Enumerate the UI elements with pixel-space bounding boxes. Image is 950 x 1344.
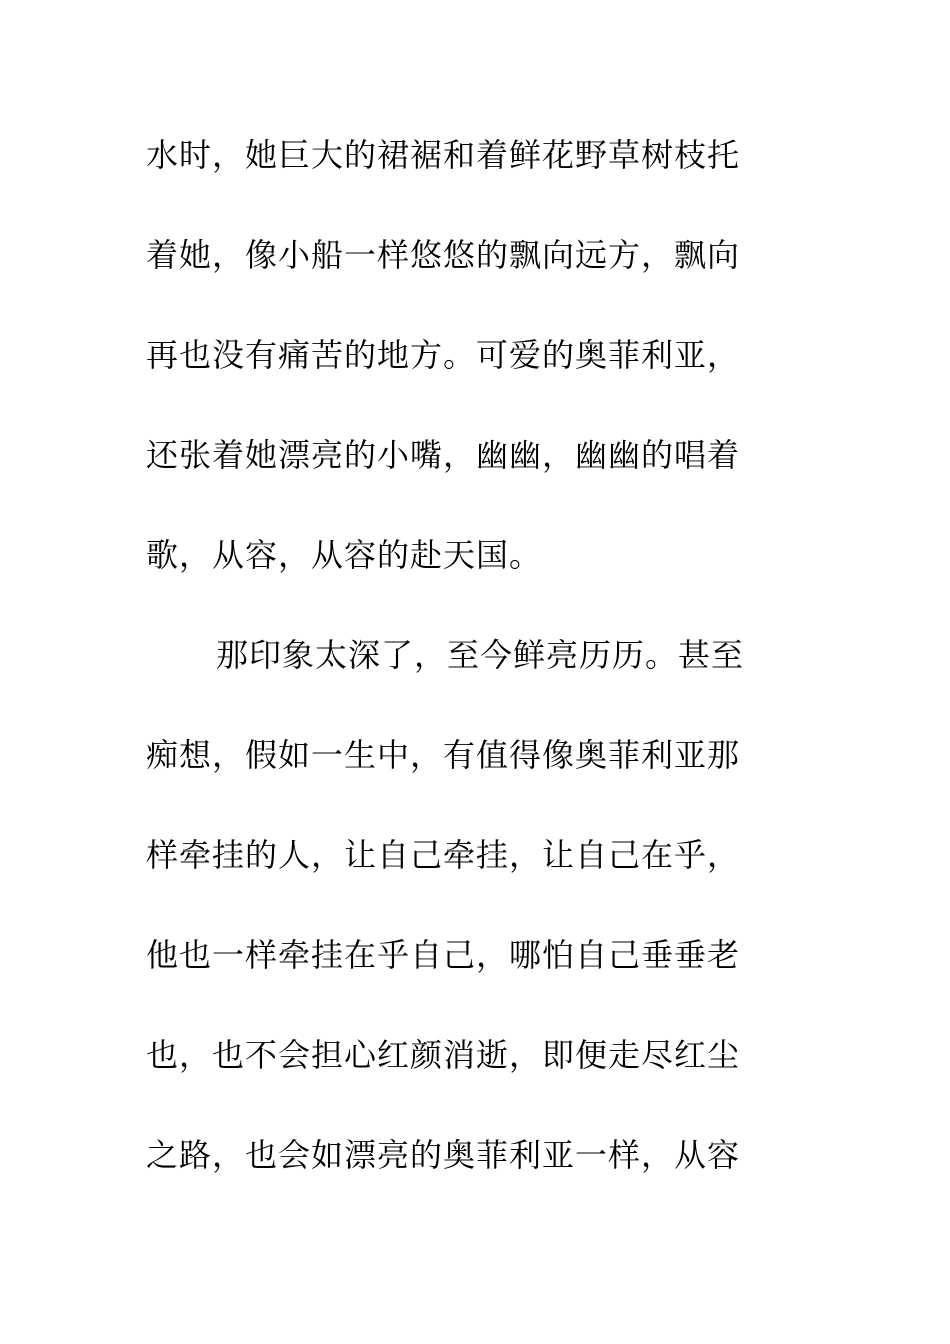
body-text [146, 125, 786, 1225]
text-line: 还张着她漂亮的小嘴，幽幽，幽幽的唱着 [146, 436, 741, 474]
text-line: 痴想，假如一生中，有值得像奥菲利亚那 [146, 736, 741, 774]
text-line: 样牵挂的人，让自己牵挂，让自己在乎， [146, 836, 741, 874]
text-line: 再也没有痛苦的地方。可爱的奥菲利亚， [146, 336, 741, 374]
text-line: 也，也不会担心红颜消逝，即便走尽红尘 [146, 1036, 741, 1074]
text-line-paragraph-start: 那印象太深了，至今鲜亮历历。甚至 [216, 636, 745, 674]
text-line: 水时，她巨大的裙裾和着鲜花野草树枝托 [146, 136, 741, 174]
text-line: 他也一样牵挂在乎自己，哪怕自己垂垂老 [146, 936, 741, 974]
text-line: 歌，从容，从容的赴天国。 [146, 536, 543, 574]
text-line: 着她，像小船一样悠悠的飘向远方，飘向 [146, 236, 741, 274]
text-line: 之路，也会如漂亮的奥菲利亚一样，从容 [146, 1136, 741, 1174]
